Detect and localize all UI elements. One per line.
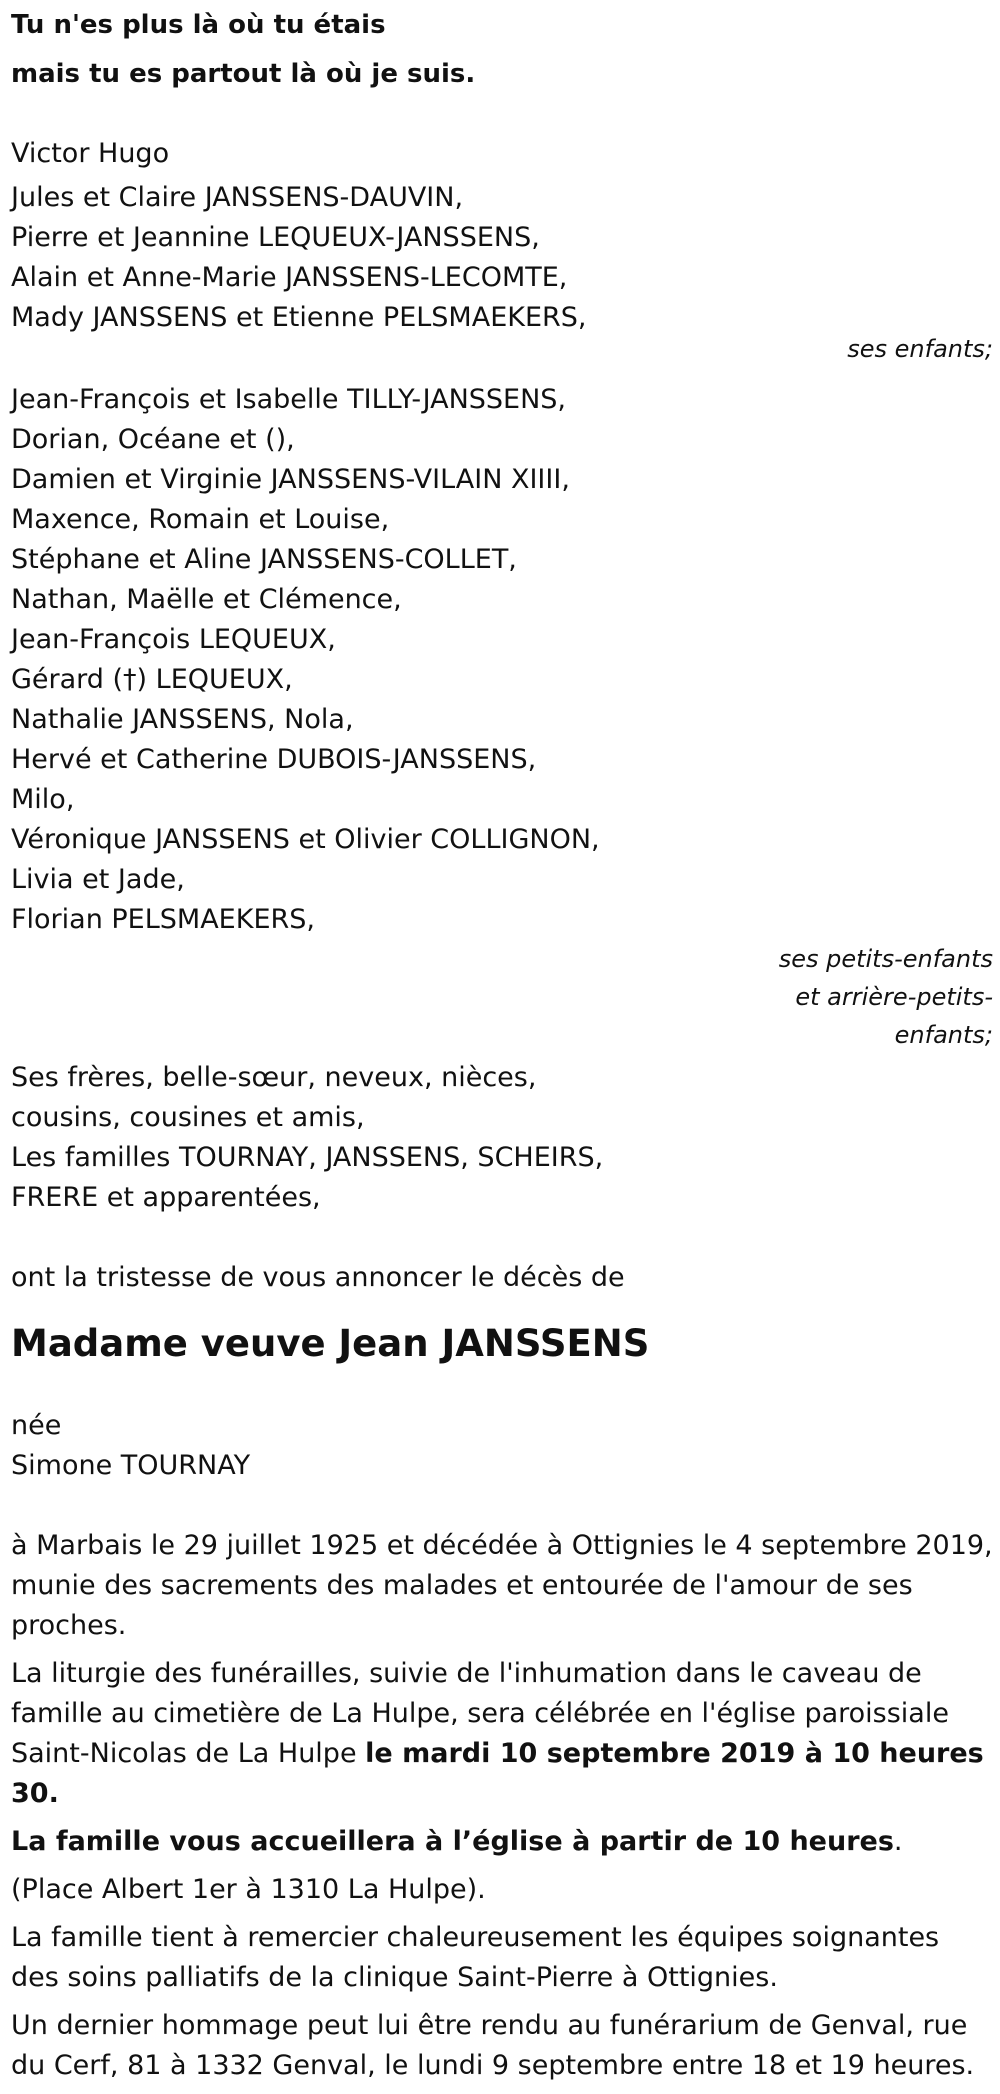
family-line: Hervé et Catherine DUBOIS-JANSSENS, bbox=[11, 744, 537, 775]
children-relation: ses enfants; bbox=[847, 335, 993, 363]
relation-line: et arrière-petits- bbox=[795, 983, 993, 1011]
family-line: FRERE et apparentées, bbox=[11, 1182, 321, 1213]
others-list bbox=[11, 1058, 993, 1218]
homage-paragraph: Un dernier hommage peut lui être rendu au funérarium de Genval, rue du Cerf, 81 à 1332 Genval, le lundi 9 septembre entre 18 et 19 heures. bbox=[11, 2010, 975, 2081]
thanks-paragraph: La famille tient à remercier chaleureusement les équipes soignantes des soins palliatifs de la clinique Saint-Pierre à Ottignies. bbox=[11, 1922, 940, 1993]
quote-author: Victor Hugo bbox=[11, 138, 170, 169]
family-line: cousins, cousines et amis, bbox=[11, 1102, 365, 1133]
welcome-paragraph bbox=[11, 1822, 993, 1862]
relation-line: ses petits-enfants bbox=[778, 945, 993, 973]
family-line: Jean-François et Isabelle TILLY-JANSSENS, bbox=[11, 384, 567, 415]
nee-label: née bbox=[11, 1410, 62, 1441]
quote-line-2: mais tu es partout là où je suis. bbox=[11, 59, 476, 89]
relation-line: enfants; bbox=[894, 1021, 993, 1049]
welcome-end: . bbox=[893, 1826, 903, 1857]
family-line: Nathalie JANSSENS, Nola, bbox=[11, 704, 354, 735]
deceased-name: Madame veuve Jean JANSSENS bbox=[11, 1322, 650, 1365]
family-line: Gérard (†) LEQUEUX, bbox=[11, 664, 293, 695]
family-line: Nathan, Maëlle et Clémence, bbox=[11, 584, 402, 615]
children-list bbox=[11, 178, 993, 338]
family-line: Stéphane et Aline JANSSENS-COLLET, bbox=[11, 544, 517, 575]
family-line: Milo, bbox=[11, 784, 75, 815]
liturgy-paragraph bbox=[11, 1654, 993, 1814]
family-line: Les familles TOURNAY, JANSSENS, SCHEIRS, bbox=[11, 1142, 604, 1173]
welcome-text: La famille vous accueillera à l’église à partir de 10 heures bbox=[11, 1826, 894, 1857]
obituary-content bbox=[11, 0, 993, 2094]
grandchildren-relation bbox=[693, 940, 993, 1054]
maiden-name: Simone TOURNAY bbox=[11, 1450, 251, 1481]
liturgy-text: La liturgie des funérailles, suivie de l'inhumation dans le caveau de famille au cimetière de La Hulpe, sera célébrée en l'église paroissiale Saint-Nicolas de La Hulpe bbox=[11, 1658, 949, 1769]
liturgy-date: le mardi 10 septembre 2019 à 10 heures 30. bbox=[11, 1738, 984, 1809]
family-line: Mady JANSSENS et Etienne PELSMAEKERS, bbox=[11, 302, 587, 333]
quote-line-1: Tu n'es plus là où tu étais bbox=[11, 10, 386, 40]
family-line: Jean-François LEQUEUX, bbox=[11, 624, 336, 655]
family-line: Livia et Jade, bbox=[11, 864, 185, 895]
family-line: Dorian, Océane et (), bbox=[11, 424, 295, 455]
family-line: Pierre et Jeannine LEQUEUX-JANSSENS, bbox=[11, 222, 540, 253]
family-line: Ses frères, belle-sœur, neveux, nièces, bbox=[11, 1062, 537, 1093]
announcement: ont la tristesse de vous annoncer le décès de bbox=[11, 1262, 625, 1293]
birth-death-paragraph: à Marbais le 29 juillet 1925 et décédée à Ottignies le 4 septembre 2019, munie des sacrements des malades et entourée de l'amour de ses proches. bbox=[11, 1530, 993, 1641]
address-paragraph: (Place Albert 1er à 1310 La Hulpe). bbox=[11, 1874, 486, 1905]
family-line: Véronique JANSSENS et Olivier COLLIGNON, bbox=[11, 824, 600, 855]
family-line: Jules et Claire JANSSENS-DAUVIN, bbox=[11, 182, 464, 213]
family-line: Damien et Virginie JANSSENS-VILAIN XIIII, bbox=[11, 464, 570, 495]
family-line: Maxence, Romain et Louise, bbox=[11, 504, 390, 535]
family-line: Florian PELSMAEKERS, bbox=[11, 904, 315, 935]
grandchildren-list bbox=[11, 380, 993, 940]
family-line: Alain et Anne-Marie JANSSENS-LECOMTE, bbox=[11, 262, 568, 293]
